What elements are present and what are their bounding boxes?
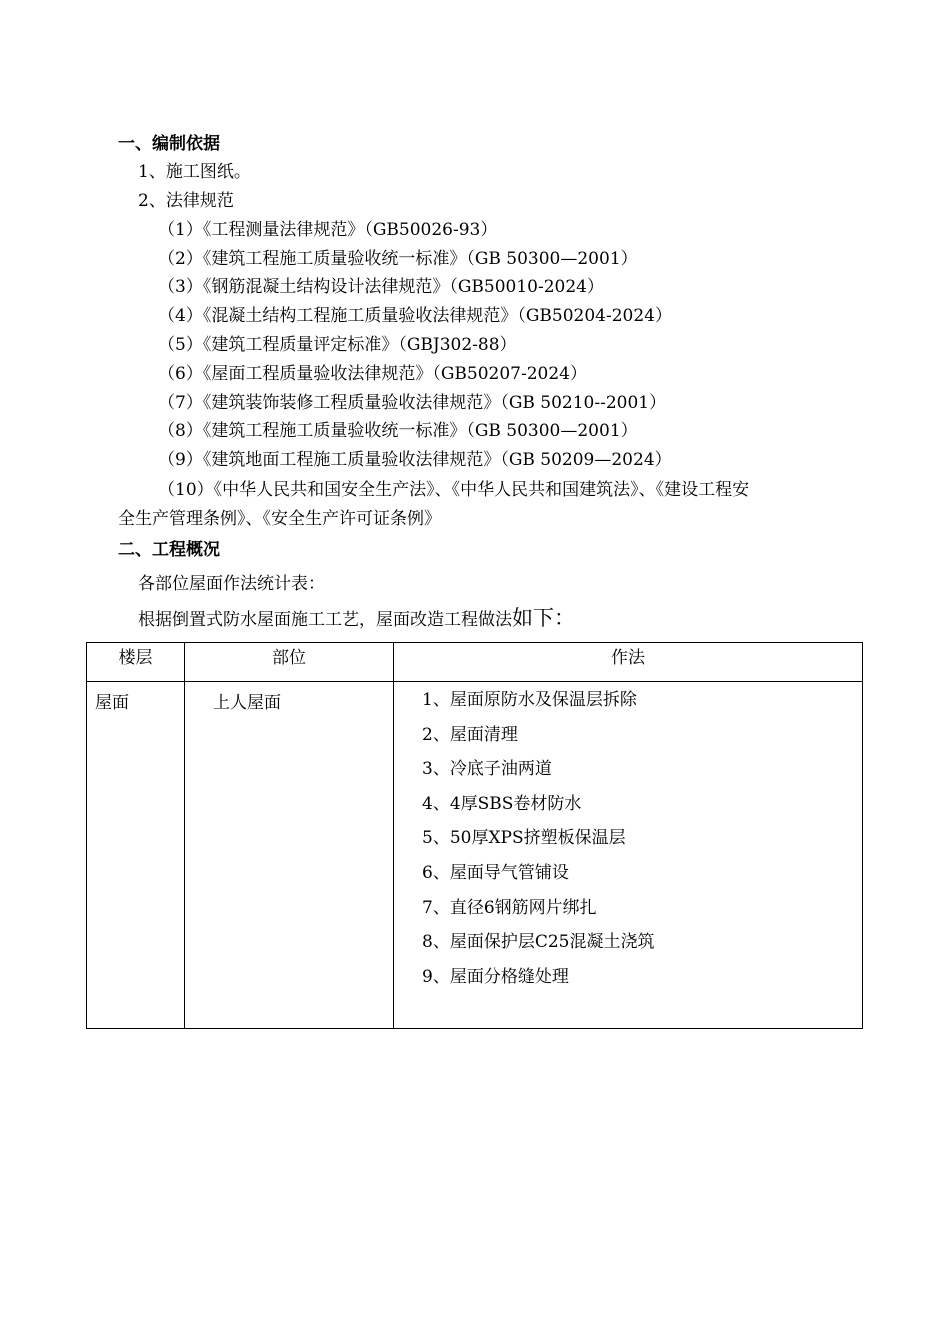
part-cell: 上人屋面 xyxy=(185,682,394,1029)
reference-10-line-2: 全生产管理条例》、《安全生产许可证条例》 xyxy=(118,509,441,529)
method-step: 4、4厚SBS卷材防水 xyxy=(422,793,582,814)
method-step: 7、直径6钢筋网片绑扎 xyxy=(422,897,597,918)
method-step: 6、屋面导气管铺设 xyxy=(422,862,569,883)
method-step: 5、50厚XPS挤塑板保温层 xyxy=(422,828,626,849)
method-cell xyxy=(394,682,863,1029)
table-header-row xyxy=(87,643,863,682)
section2-paragraph-2 xyxy=(138,606,575,632)
method-step: 2、屋面清理 xyxy=(422,724,518,745)
reference-7: （7）《建筑装饰装修工程质量验收法律规范》（GB 50210--2001） xyxy=(158,393,667,413)
reference-1: （1）《工程测量法律规范》（GB50026-93） xyxy=(158,220,498,240)
header-method: 作法 xyxy=(394,643,863,682)
reference-2: （2）《建筑工程施工质量验收统一标准》（GB 50300—2001） xyxy=(158,249,638,269)
method-step: 8、屋面保护层C25混凝土浇筑 xyxy=(422,932,655,953)
section2-paragraph-2-tail: 如下： xyxy=(512,606,575,630)
method-step: 3、冷底子油两道 xyxy=(422,759,552,780)
reference-3: （3）《钢筋混凝土结构设计法律规范》（GB50010-2024） xyxy=(158,277,604,297)
reference-10-line-1: （10）《中华人民共和国安全生产法》、《中华人民共和国建筑法》、《建设工程安 xyxy=(158,480,750,500)
reference-6: （6）《屋面工程质量验收法律规范》（GB50207-2024） xyxy=(158,364,587,384)
floor-cell: 屋面 xyxy=(87,682,185,1029)
reference-9: （9）《建筑地面工程施工质量验收法律规范》（GB 50209—2024） xyxy=(158,450,672,470)
method-step: 1、屋面原防水及保温层拆除 xyxy=(422,690,637,710)
header-part: 部位 xyxy=(185,643,394,682)
header-floor: 楼层 xyxy=(87,643,185,682)
reference-8: （8）《建筑工程施工质量验收统一标准》（GB 50300—2001） xyxy=(158,421,638,441)
section1-item-1: 1、施工图纸。 xyxy=(138,162,251,182)
section1-item-2: 2、法律规范 xyxy=(138,191,234,211)
section2-heading: 二、工程概况 xyxy=(118,540,220,560)
section2-paragraph-2-main: 根据倒置式防水屋面施工工艺，屋面改造工程做法 xyxy=(138,610,512,630)
reference-5: （5）《建筑工程质量评定标准》（GBJ302-88） xyxy=(158,335,517,355)
roof-method-table xyxy=(86,642,863,1029)
section1-heading: 一、编制依据 xyxy=(118,134,220,154)
section2-paragraph-1: 各部位屋面作法统计表： xyxy=(138,574,325,594)
method-step: 9、屋面分格缝处理 xyxy=(422,966,569,987)
table-row xyxy=(87,682,863,1029)
reference-4: （4）《混凝土结构工程施工质量验收法律规范》（GB50204-2024） xyxy=(158,306,672,326)
